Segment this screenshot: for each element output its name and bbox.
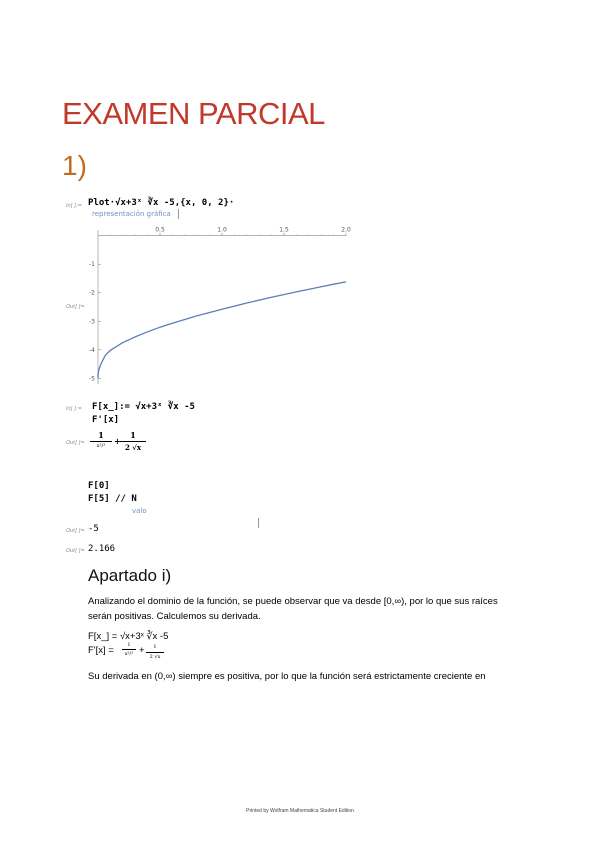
paragraph-line: Analizando el dominio de la función, se puede observar que va desde [0,∞), por lo que sus raíces xyxy=(88,596,498,607)
y-tick-label: -5 xyxy=(89,375,95,383)
fraction-1 xyxy=(90,430,112,449)
input-label: In[ ]:= xyxy=(66,203,83,209)
fraction-numerator: 1 xyxy=(127,642,131,648)
fraction-denominator: x²/³ xyxy=(96,443,106,449)
fraction-numerator: 1 xyxy=(98,430,104,440)
function-definition-code[interactable]: F[x_]:= √x+3ˣ ∛x -5 xyxy=(92,402,195,412)
plot-chart xyxy=(84,226,356,388)
y-tick-label: -1 xyxy=(89,261,95,269)
paragraph-line: serán positivas. Calculemos su derivada. xyxy=(88,611,261,622)
fraction-bar xyxy=(90,441,112,442)
fraction-denominator: 2 √x xyxy=(149,654,161,660)
page-title: EXAMEN PARCIAL xyxy=(62,96,325,131)
plus-sign: + xyxy=(114,436,121,446)
y-tick-label: -2 xyxy=(89,289,95,297)
y-tick-label: -4 xyxy=(89,346,95,354)
formula-function: F[x_] = √x+3ˣ ∛x -5 xyxy=(88,631,169,642)
fraction-bar xyxy=(120,441,146,442)
formula-fraction-1 xyxy=(122,642,136,657)
x-tick-label: 1.5 xyxy=(279,226,289,234)
x-tick-label: 2.0 xyxy=(341,226,351,234)
plot-comment: representación gráfica xyxy=(92,210,171,218)
fraction-bar xyxy=(122,649,136,650)
output-label: Out[ ]= xyxy=(66,528,85,534)
evaluate-zero-code[interactable]: F[0] xyxy=(88,481,110,491)
series-line xyxy=(98,282,346,378)
formula-derivative-left: F'[x] = xyxy=(88,645,114,656)
footer-note: Printed by Wolfram Mathematica Student Edition xyxy=(246,808,354,814)
output-label: Out[ ]= xyxy=(66,304,85,310)
x-tick-label: 1.0 xyxy=(217,226,227,234)
text-cursor xyxy=(178,209,179,219)
fraction-bar xyxy=(146,652,164,653)
input-label: In[ ]:= xyxy=(66,406,83,412)
formula-fraction-2 xyxy=(146,644,164,661)
output-value: 2.166 xyxy=(88,544,116,554)
plot-input-code[interactable]: Plot·√x+3ˣ ∛x -5,{x, 0, 2}· xyxy=(88,198,235,208)
evaluate-comment: valo xyxy=(132,507,147,515)
output-label: Out[ ]= xyxy=(66,440,85,446)
fraction-denominator: 2 √x xyxy=(124,443,142,452)
derivative-code[interactable]: F'[x] xyxy=(92,415,120,425)
section-heading: 1) xyxy=(62,150,87,181)
x-tick-label: 0.5 xyxy=(155,226,165,234)
subsection-heading: Apartado i) xyxy=(88,566,172,585)
evaluate-five-code[interactable]: F[5] // N xyxy=(88,494,137,504)
output-value: -5 xyxy=(88,524,99,534)
fraction-numerator: 1 xyxy=(153,644,157,650)
paragraph-line: Su derivada en (0,∞) siempre es positiva, por lo que la función será estrictamente creciente en xyxy=(88,671,486,682)
fraction-2 xyxy=(120,430,146,452)
fraction-numerator: 1 xyxy=(130,430,136,440)
fraction-denominator: x²/³ xyxy=(124,651,134,657)
text-cursor xyxy=(258,518,259,528)
y-tick-label: -3 xyxy=(89,318,95,326)
output-label: Out[ ]= xyxy=(66,548,85,554)
plus-sign: + xyxy=(139,645,145,656)
